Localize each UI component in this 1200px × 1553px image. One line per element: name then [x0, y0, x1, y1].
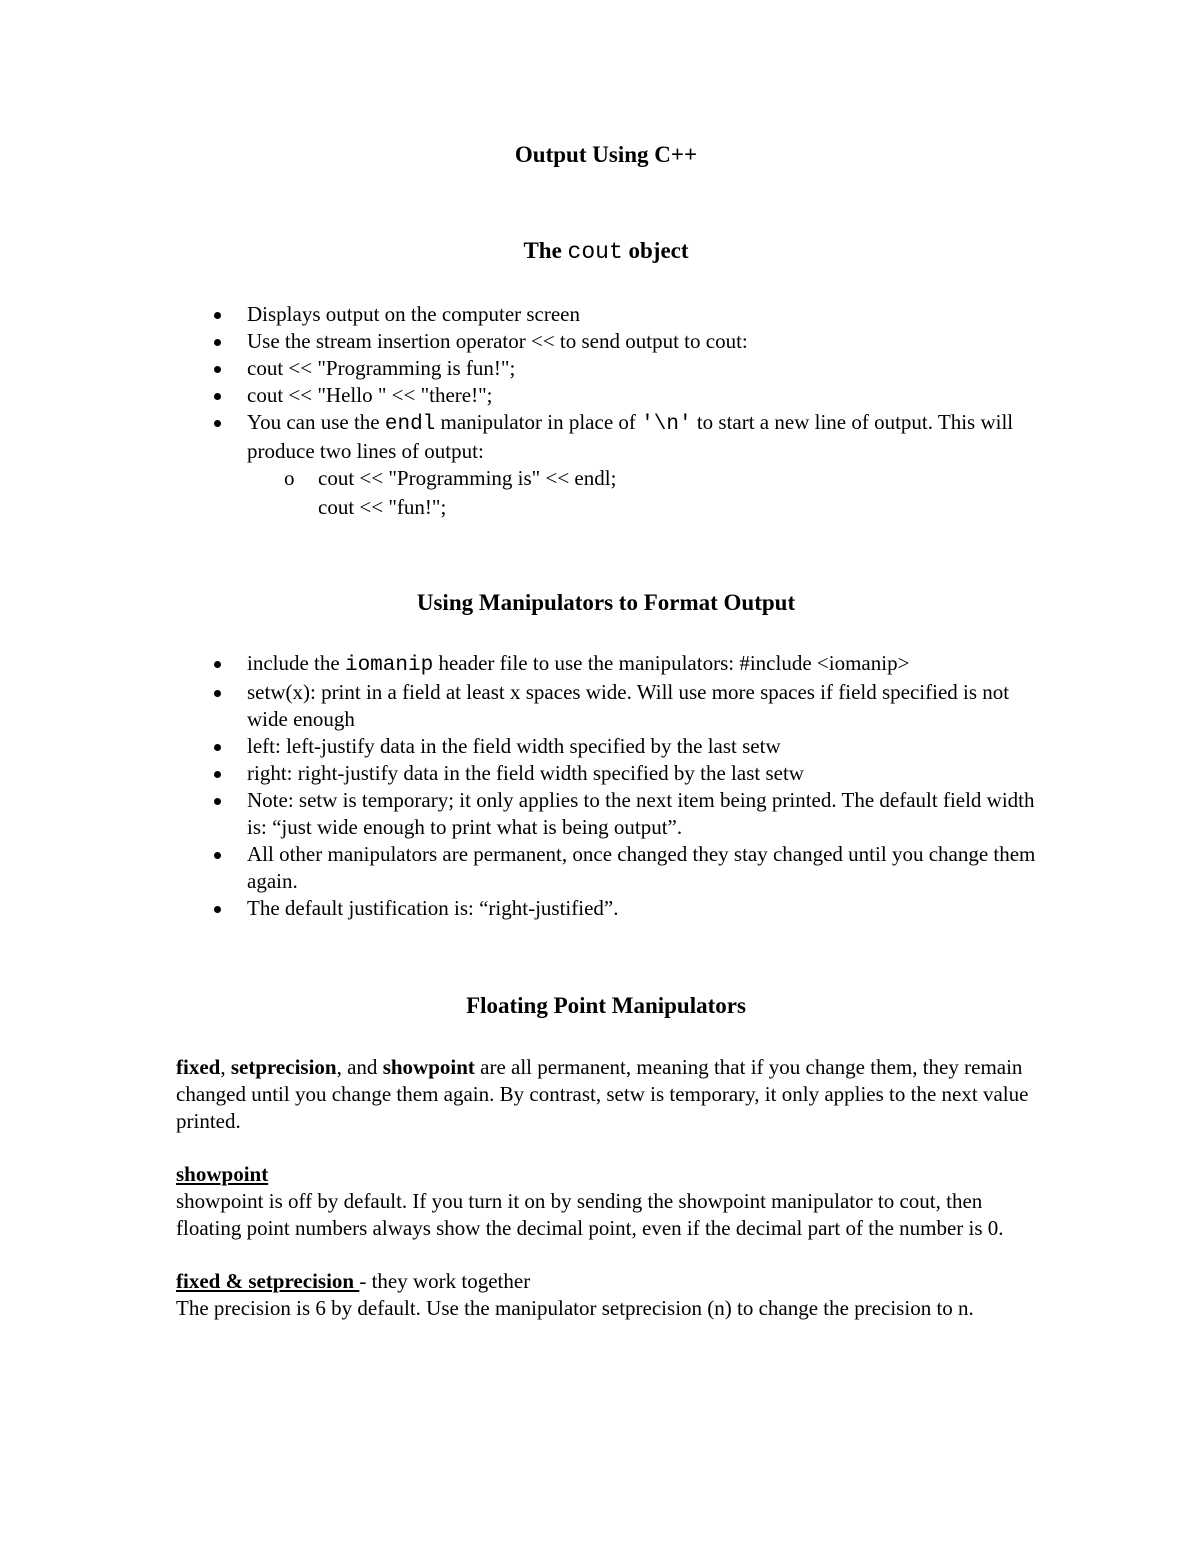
showpoint-paragraph: showpoint is off by default. If you turn it on by sending the showpoint manipulator to cout, then floating point numbers always show the decimal point, even if the decimal part of the number is 0. [176, 1189, 1004, 1240]
cout-heading-code: cout [567, 239, 623, 265]
manipulators-section-heading: Using Manipulators to Format Output [416, 590, 796, 615]
sub-bullet-marker: o [284, 466, 295, 490]
bullet-icon [214, 906, 221, 913]
list-item: The default justification is: “right-justified”. [176, 895, 1036, 922]
floating-point-section-heading: Floating Point Manipulators [466, 993, 746, 1018]
fixed-setprecision-paragraph: The precision is 6 by default. Use the manipulator setprecision (n) to change the precision to n. [176, 1296, 974, 1320]
list-item: Note: setw is temporary; it only applies to the next item being printed. The default field width is: “just wide enough to print what is being output”. [176, 787, 1036, 841]
fixed-setprecision-subheading: fixed & setprecision - they work together [176, 1269, 531, 1293]
cout-bullet-list [176, 301, 1036, 465]
code-line-2: cout << "fun!"; [318, 495, 447, 519]
sub-list-item [176, 465, 1036, 492]
list-item: All other manipulators are permanent, once changed they stay changed until you change them again. [176, 841, 1036, 895]
list-item: include the iomanip header file to use the manipulators: #include <iomanip> [176, 650, 1036, 679]
list-item: setw(x): print in a field at least x spaces wide. Will use more spaces if field specified is not wide enough [176, 679, 1036, 733]
showpoint-subheading: showpoint [176, 1162, 269, 1186]
list-item: cout << "Hello " << "there!"; [176, 382, 1036, 409]
manipulators-bullet-list [176, 650, 1036, 922]
bullet-icon [214, 420, 221, 427]
list-item: You can use the endl manipulator in place of '\n' to start a new line of output. This will produce two lines of output: [176, 409, 1036, 465]
cout-section-heading [176, 236, 1036, 267]
bullet-icon [214, 312, 221, 319]
floating-point-intro-paragraph: fixed, setprecision, and showpoint are all permanent, meaning that if you change them, they remain changed until you change them again. By contrast, setw is temporary, it only applies to the next value printed. [176, 1055, 1029, 1133]
bullet-icon [214, 366, 221, 373]
list-item: Displays output on the computer screen [176, 301, 1036, 328]
list-item: Use the stream insertion operator << to send output to cout: [176, 328, 1036, 355]
bullet-icon [214, 393, 221, 400]
document-page [176, 140, 1036, 1322]
bullet-icon [214, 339, 221, 346]
list-item: right: right-justify data in the field width specified by the last setw [176, 760, 1036, 787]
bullet-icon [214, 798, 221, 805]
bullet-icon [214, 771, 221, 778]
page-title: Output Using C++ [514, 142, 698, 167]
cout-heading-pre: The [523, 238, 568, 263]
code-line-1: cout << "Programming is" << endl; [318, 466, 617, 490]
list-item: left: left-justify data in the field width specified by the last setw [176, 733, 1036, 760]
bullet-icon [214, 690, 221, 697]
bullet-icon [214, 852, 221, 859]
bullet-icon [214, 661, 221, 668]
list-item: cout << "Programming is fun!"; [176, 355, 1036, 382]
cout-heading-post: object [622, 238, 689, 263]
bullet-icon [214, 744, 221, 751]
